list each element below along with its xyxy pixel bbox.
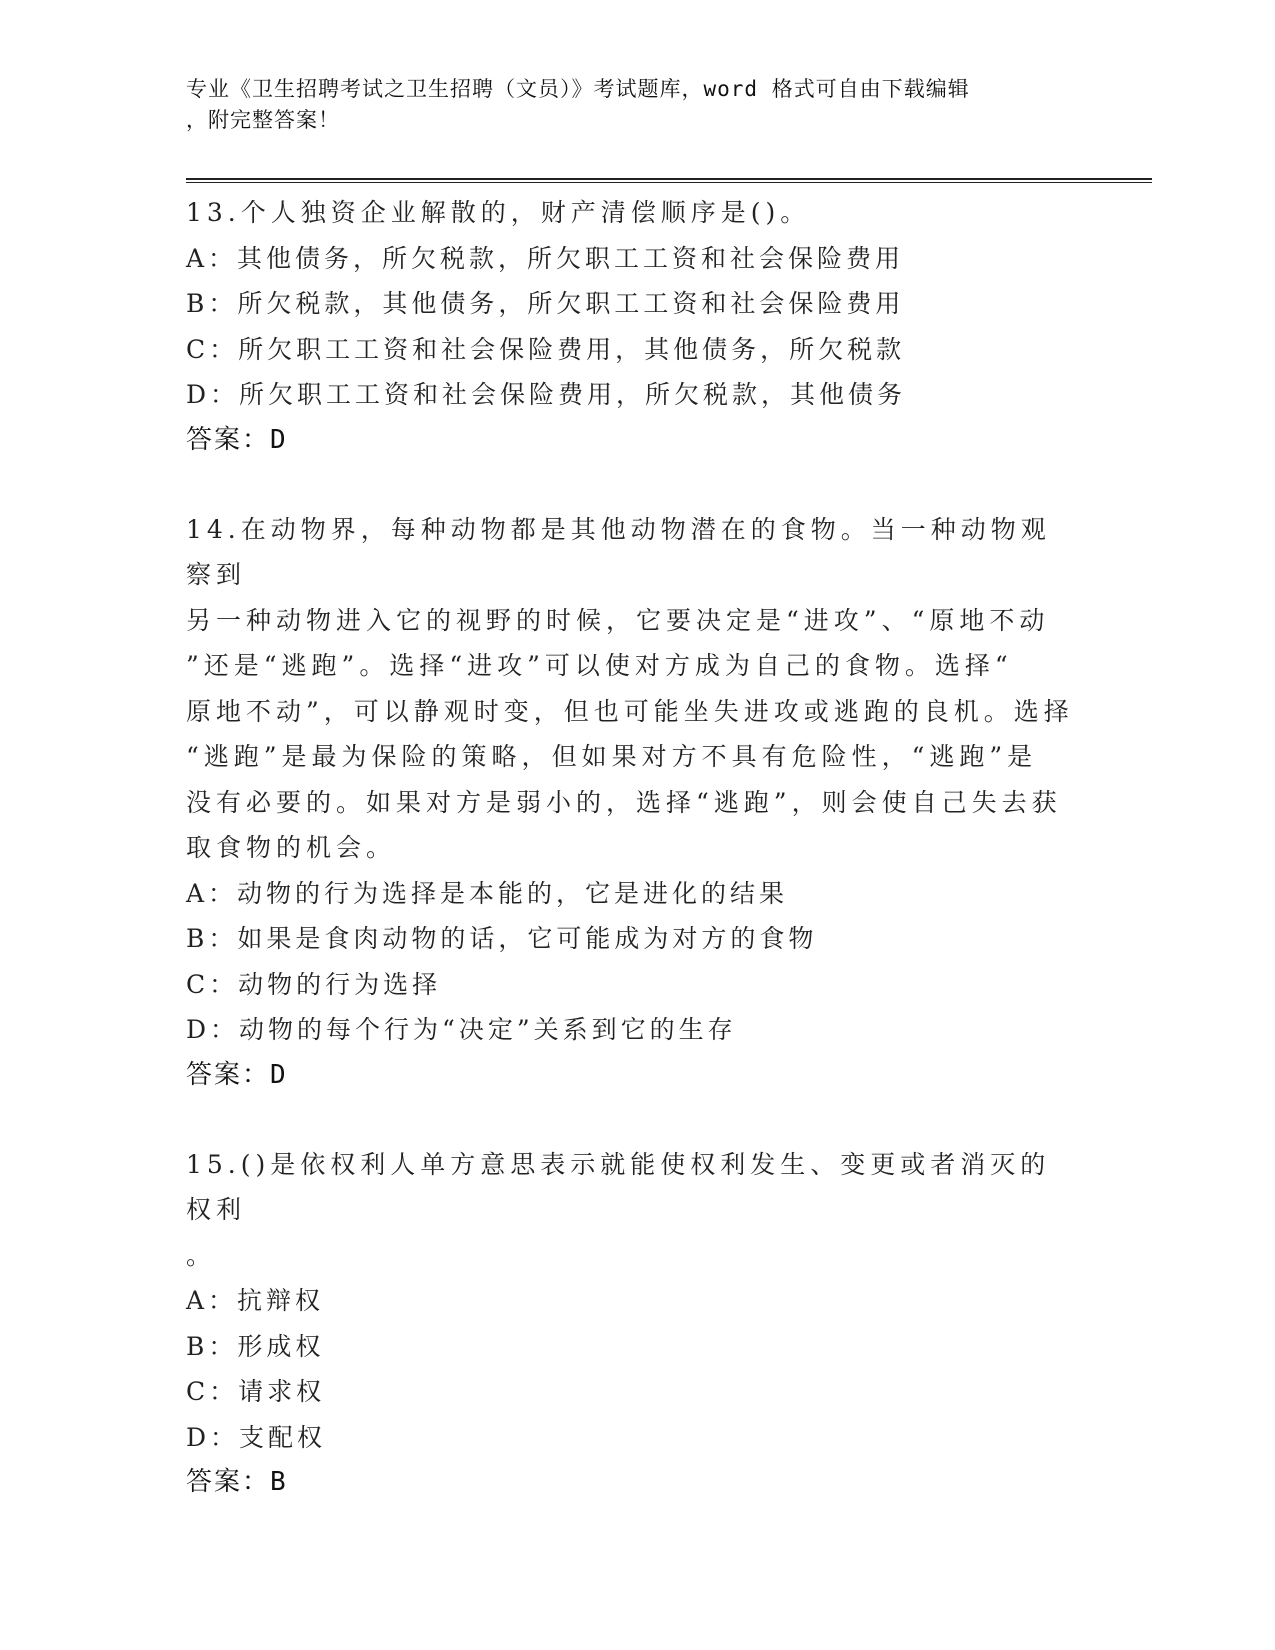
header-line-1: 专业《卫生招聘考试之卫生招聘（文员）》考试题库，word 格式可自由下载编辑 — [186, 77, 970, 101]
document-header — [186, 74, 1066, 136]
option-a: A：其他债务，所欠税款，所欠职工工资和社会保险费用 — [186, 243, 905, 273]
question-stem-line: 13.个人独资企业解散的，财产清偿顺序是()。 — [186, 198, 811, 227]
header-divider — [186, 178, 1152, 183]
question-13 — [186, 190, 1076, 463]
question-14 — [186, 507, 1076, 1098]
answer-line — [186, 418, 1076, 463]
header-line-2: ，附完整答案！ — [186, 108, 340, 132]
question-stem-line: ”还是“逃跑”。选择“进攻”可以使对方成为自己的食物。选择“ — [186, 651, 1013, 680]
option-b: B：所欠税款，其他债务，所欠职工工资和社会保险费用 — [186, 289, 905, 318]
option-b: B：如果是食肉动物的话，它可能成为对方的食物 — [186, 924, 818, 953]
question-stem-line: 15.()是依权利人单方意思表示就能使权利发生、变更或者消灭的权利 — [186, 1149, 1051, 1224]
option-d: D：所欠职工工资和社会保险费用，所欠税款，其他债务 — [186, 380, 907, 409]
question-stem-line: 取食物的机会。 — [186, 833, 397, 862]
answer-value: D — [270, 424, 288, 455]
option-a: A：动物的行为选择是本能的，它是进化的结果 — [186, 878, 789, 908]
question-stem-line: 没有必要的。如果对方是弱小的，选择“逃跑”，则会使自己失去获 — [186, 787, 1062, 817]
answer-label: 答案： — [186, 1059, 271, 1090]
question-stem-line: “逃跑”是最为保险的策略，但如果对方不具有危险性，“逃跑”是 — [186, 742, 1038, 771]
option-d: D：支配权 — [186, 1422, 327, 1452]
answer-line — [186, 1053, 1076, 1098]
option-c: C：动物的行为选择 — [186, 969, 442, 999]
question-15 — [186, 1142, 1076, 1506]
answer-label: 答案： — [186, 424, 271, 455]
answer-value: B — [270, 1467, 288, 1497]
answer-line — [186, 1460, 1076, 1505]
question-stem-line: 。 — [186, 1240, 217, 1270]
option-c: C：所欠职工工资和社会保险费用，其他债务，所欠税款 — [186, 334, 906, 364]
option-d: D：动物的每个行为“决定”关系到它的生存 — [186, 1015, 737, 1044]
question-stem-line: 另一种动物进入它的视野的时候，它要决定是“进攻”、“原地不动 — [186, 605, 1050, 635]
option-b: B：形成权 — [186, 1331, 325, 1361]
option-c: C：请求权 — [186, 1377, 326, 1406]
answer-label: 答案： — [186, 1467, 271, 1497]
question-stem-line: 14.在动物界，每种动物都是其他动物潜在的食物。当一种动物观察到 — [186, 514, 1051, 589]
answer-value: D — [270, 1059, 288, 1090]
option-a: A：抗辩权 — [186, 1286, 325, 1315]
question-list — [186, 190, 1076, 1549]
question-stem-line: 原地不动”，可以静观时变，但也可能坐失进攻或逃跑的良机。选择 — [186, 696, 1074, 726]
